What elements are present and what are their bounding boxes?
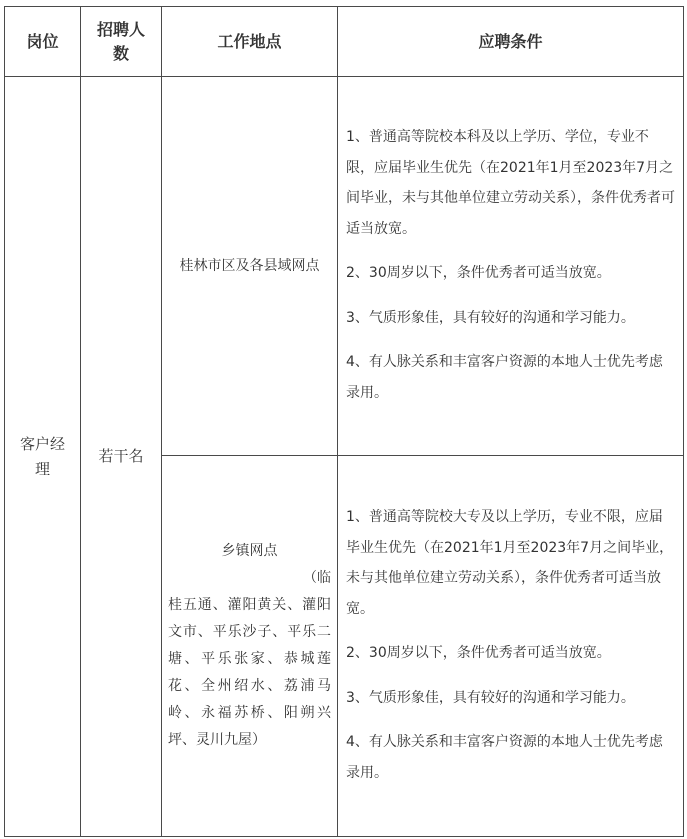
header-location: 工作地点 — [162, 7, 338, 77]
requirements-cell — [338, 456, 684, 837]
header-requirements: 应聘条件 — [338, 7, 684, 77]
requirement-item: 3、气质形象佳，具有较好的沟通和学习能力。 — [346, 309, 635, 326]
location-text: 桂林市区及各县域网点 — [179, 257, 320, 274]
header-row — [5, 7, 684, 77]
location-detail: 桂五通、灌阳黄关、灌阳文市、平乐沙子、平乐二塘、平乐张家、恭城莲花、全州绍水、荔浦马岭、永福苏桥、阳朔兴坪、灵川九屋） — [168, 597, 331, 748]
position-cell — [5, 77, 81, 837]
requirements-cell — [338, 77, 684, 456]
headcount-text: 若干名 — [98, 447, 144, 465]
requirement-item: 2、30周岁以下，条件优秀者可适当放宽。 — [346, 645, 611, 661]
position-text: 客户经理 — [19, 434, 65, 478]
headcount-cell — [81, 77, 162, 837]
location-title: 乡镇网点 — [221, 543, 278, 559]
location-open: （临 — [303, 570, 331, 586]
requirement-item: 1、普通高等院校本科及以上学历、学位，专业不限，应届毕业生优先（在2021年1月至2023年7月之间毕业，未与其他单位建立劳动关系），条件优秀者可适当放宽。 — [346, 129, 675, 237]
header-position: 岗位 — [5, 7, 81, 77]
location-cell — [162, 456, 338, 837]
requirement-item: 1、普通高等院校大专及以上学历，专业不限，应届毕业生优先（在2021年1月至2023年7月之间毕业，未与其他单位建立劳动关系），条件优秀者可适当放宽。 — [346, 509, 674, 617]
location-cell — [162, 77, 338, 456]
requirement-item: 4、有人脉关系和丰富客户资源的本地人士优先考虑录用。 — [346, 354, 663, 401]
header-headcount: 招聘人数 — [81, 7, 162, 77]
requirement-item: 3、气质形象佳，具有较好的沟通和学习能力。 — [346, 689, 635, 706]
recruitment-table — [4, 6, 684, 837]
requirement-item: 4、有人脉关系和丰富客户资源的本地人士优先考虑录用。 — [346, 734, 663, 781]
table-row — [5, 77, 684, 456]
requirement-item: 2、30周岁以下，条件优秀者可适当放宽。 — [346, 265, 611, 281]
